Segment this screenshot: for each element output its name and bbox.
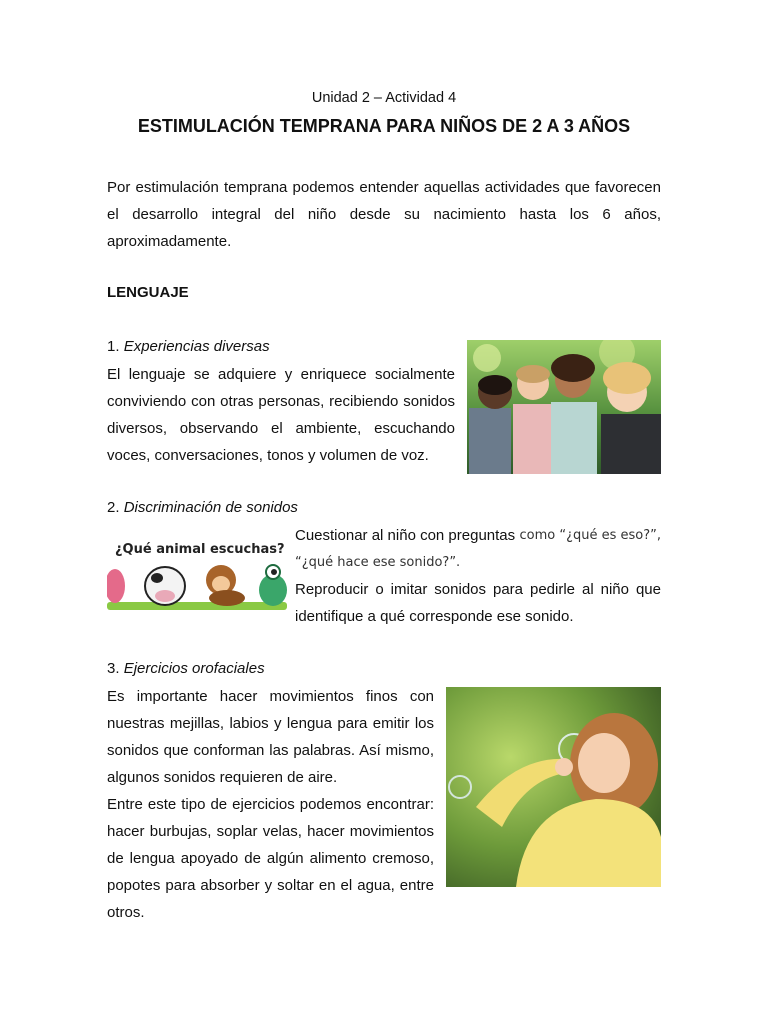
item-2-line-4: identifique a qué corresponde ese sonido.	[295, 608, 574, 625]
item-3-text	[107, 683, 434, 926]
item-2-line-1	[295, 522, 661, 549]
item-1-line: conviviendo con otras personas, recibiendo sonidos	[107, 393, 455, 410]
item-1-number: 1.	[107, 338, 120, 355]
girl-blowing-bubbles-photo	[446, 687, 661, 887]
item-3-line: nuestras mejillas, labios y lengua para emitir los	[107, 715, 434, 732]
item-1-heading	[107, 338, 270, 355]
item-3-line: popotes para absorber y soltar en el agua, entre	[107, 877, 434, 894]
children-group-photo	[467, 340, 661, 474]
item-2-number: 2.	[107, 499, 120, 516]
item-2-question-2: “¿qué hace ese sonido?”.	[295, 555, 461, 570]
item-2-text-a: Cuestionar al niño con preguntas	[295, 527, 516, 544]
item-3-line: Es importante hacer movimientos finos con	[107, 688, 434, 705]
item-1-line: voces, conversaciones, tonos y volumen de voz.	[107, 447, 429, 464]
item-3-line: otros.	[107, 904, 145, 921]
animal-sounds-illustration	[107, 534, 287, 614]
item-3-heading	[107, 660, 265, 677]
page-title: ESTIMULACIÓN TEMPRANA PARA NIÑOS DE 2 A 3 AÑOS	[137, 116, 631, 136]
section-heading-lenguaje: LENGUAJE	[107, 284, 189, 301]
item-2-line-3: Reproducir o imitar sonidos para pedirle al niño que	[295, 581, 661, 598]
item-2-question-1: como “¿qué es eso?”,	[519, 528, 661, 543]
item-2-text	[295, 522, 661, 630]
item-1-text	[107, 361, 455, 469]
item-3-line: sonidos que conforman las palabras. Así mismo,	[107, 742, 434, 759]
item-3-line: algunos sonidos requieren de aire.	[107, 769, 338, 786]
illustration-caption: ¿Qué animal escuchas?	[115, 542, 285, 557]
item-2-heading	[107, 499, 298, 516]
item-3-number: 3.	[107, 660, 120, 677]
item-1-title: Experiencias diversas	[123, 338, 270, 355]
intro-paragraph: Por estimulación temprana podemos entender aquellas actividades que favorecen el desarrollo integral del niño desde su nacimiento hasta los 6 años, aproximadamente.	[107, 179, 661, 250]
item-3-line: Entre este tipo de ejercicios podemos encontrar:	[107, 796, 434, 813]
item-3-line: hacer burbujas, soplar velas, hacer movimientos	[107, 823, 434, 840]
unit-label: Unidad 2 – Actividad 4	[311, 90, 457, 106]
item-2-title: Discriminación de sonidos	[123, 499, 298, 516]
item-3-title: Ejercicios orofaciales	[123, 660, 265, 677]
item-3-line: de lengua apoyado de algún alimento cremoso,	[107, 850, 434, 867]
item-1-line: diversos, observando el ambiente, escuchando	[107, 420, 455, 437]
item-1-line: El lenguaje se adquiere y enriquece socialmente	[107, 366, 455, 383]
